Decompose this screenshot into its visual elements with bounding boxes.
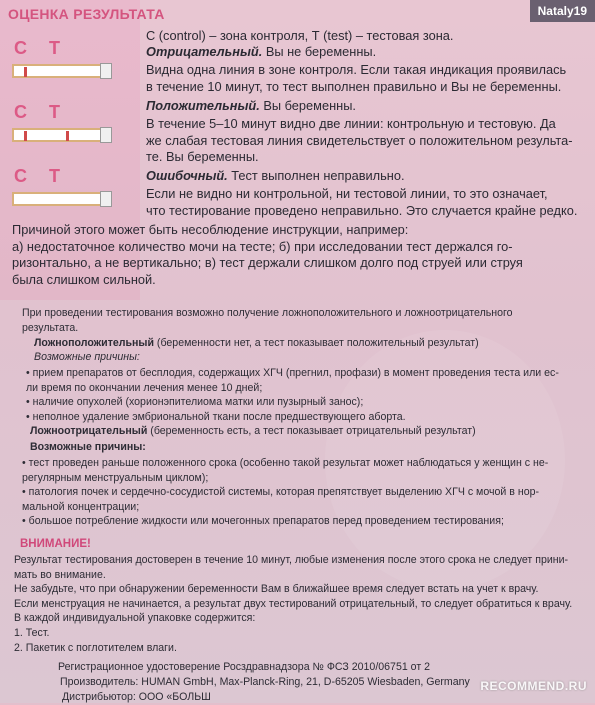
username-badge: Nataly19 (530, 0, 595, 22)
strip-3-labels (14, 166, 82, 187)
error-heading: Ошибочный. Тест выполнен неправильно. (146, 168, 405, 183)
warning-heading: ВНИМАНИЕ! (20, 538, 91, 550)
false-negative-heading: Ложноотрицательный (беременность есть, а тест показывает отрицательный результат) (30, 425, 476, 437)
strip-negative (12, 64, 102, 78)
strip-invalid (12, 192, 102, 206)
test-label: T (49, 166, 82, 186)
strip-2-labels (14, 102, 82, 123)
strip-handle (100, 191, 112, 207)
strip-handle (100, 63, 112, 79)
control-label: C (14, 166, 49, 186)
test-label: T (49, 38, 82, 58)
fp-reasons-label: Возможные причины: (34, 351, 140, 363)
control-line (24, 131, 27, 141)
strip-positive (12, 128, 102, 142)
strip-handle (100, 127, 112, 143)
strip-1-labels (14, 38, 82, 59)
fn-reasons-list: • тест проведен раньше положенного срока (особенно такой результат может наблюдаться у женщин с не- регулярным менструальным циклом); • патология почек и сердечно-сосудистой системы, которая препятствует выделению ХГЧ с мочой в нор- мальной концентрации; • большое потребление жидкости или мочегонных препаратов перед проведением тестирования; (22, 457, 549, 528)
test-label: T (49, 102, 82, 122)
control-label: C (14, 102, 49, 122)
control-line (24, 67, 27, 77)
negative-text: Видна одна линия в зоне контроля. Если такая индикация проявилась в течение 10 минут, то тест выполнен правильно и Вы не беременны. (146, 62, 567, 94)
false-results-intro: При проведении тестирования возможно получение ложноположительного и ложноотрицательного результата. (22, 307, 513, 334)
warning-text: Результат тестирования достоверен в течение 10 минут, любые изменения после этого срока не следует прини- мать во внимание. Не забудьте, что при обнаружении беременности Вам в ближайшее время следует встать на учет к врачу. Если менструация не начинается, а результат двух тестирований отрицательный, то следует обратиться к врачу. В каждой индивидуальной упаковке содержится: 1. Тест. 2. Пакетик с поглотителем влаги. (14, 554, 573, 654)
fp-reasons-list: • прием препаратов от бесплодия, содержащих ХГЧ (прегнил, профази) в момент проведения теста или ес- ли время по окончании лечения менее 10 дней; • наличие опухолей (хорионэпителиома матки или пузырный занос); • неполное удаление эмбриональной ткани после предшествующего аборта. (26, 367, 559, 423)
test-line (66, 131, 69, 141)
positive-text: В течение 5–10 минут видно две линии: контрольную и тестовую. Да же слабая тестовая линия свидетельствует о положительном результа- те. Вы беременны. (146, 116, 573, 165)
manufacturer-text: Производитель: HUMAN GmbH, Max-Planck-Ring, 21, D-65205 Wiesbaden, Germany (60, 676, 470, 688)
error-text: Если не видно ни контрольной, ни тестовой линии, то это означает, что тестирование проведено неправильно. Это случается крайне редко. (146, 186, 578, 218)
distributor-text: Дистрибьютор: ООО «БОЛЬШ (62, 691, 211, 703)
positive-heading: Положительный. Вы беременны. (146, 98, 356, 113)
registration-text: Регистрационное удостоверение Росздравнадзора № ФСЗ 2010/06751 от 2 (58, 661, 431, 673)
reason-text: Причиной этого может быть несоблюдение инструкции, например: а) недостаточное количество мочи на тесте; б) при исследовании тест держался го- ризонтально, а не вертикально; в) тест держали слишком долго под струей или струя была слишком сильной. (12, 222, 523, 287)
intro-text: С (control) – зона контроля, Т (test) – тестовая зона. (146, 28, 454, 43)
watermark: RECOMMEND.RU (480, 679, 587, 693)
control-label: C (14, 38, 49, 58)
negative-heading: Отрицательный. Вы не беременны. (146, 44, 377, 59)
section-heading: ОЦЕНКА РЕЗУЛЬТАТА (8, 6, 165, 22)
false-positive-heading: Ложноположительный (беременности нет, а тест показывает положительный результат) (34, 337, 479, 349)
fn-reasons-label: Возможные причины: (30, 441, 146, 453)
